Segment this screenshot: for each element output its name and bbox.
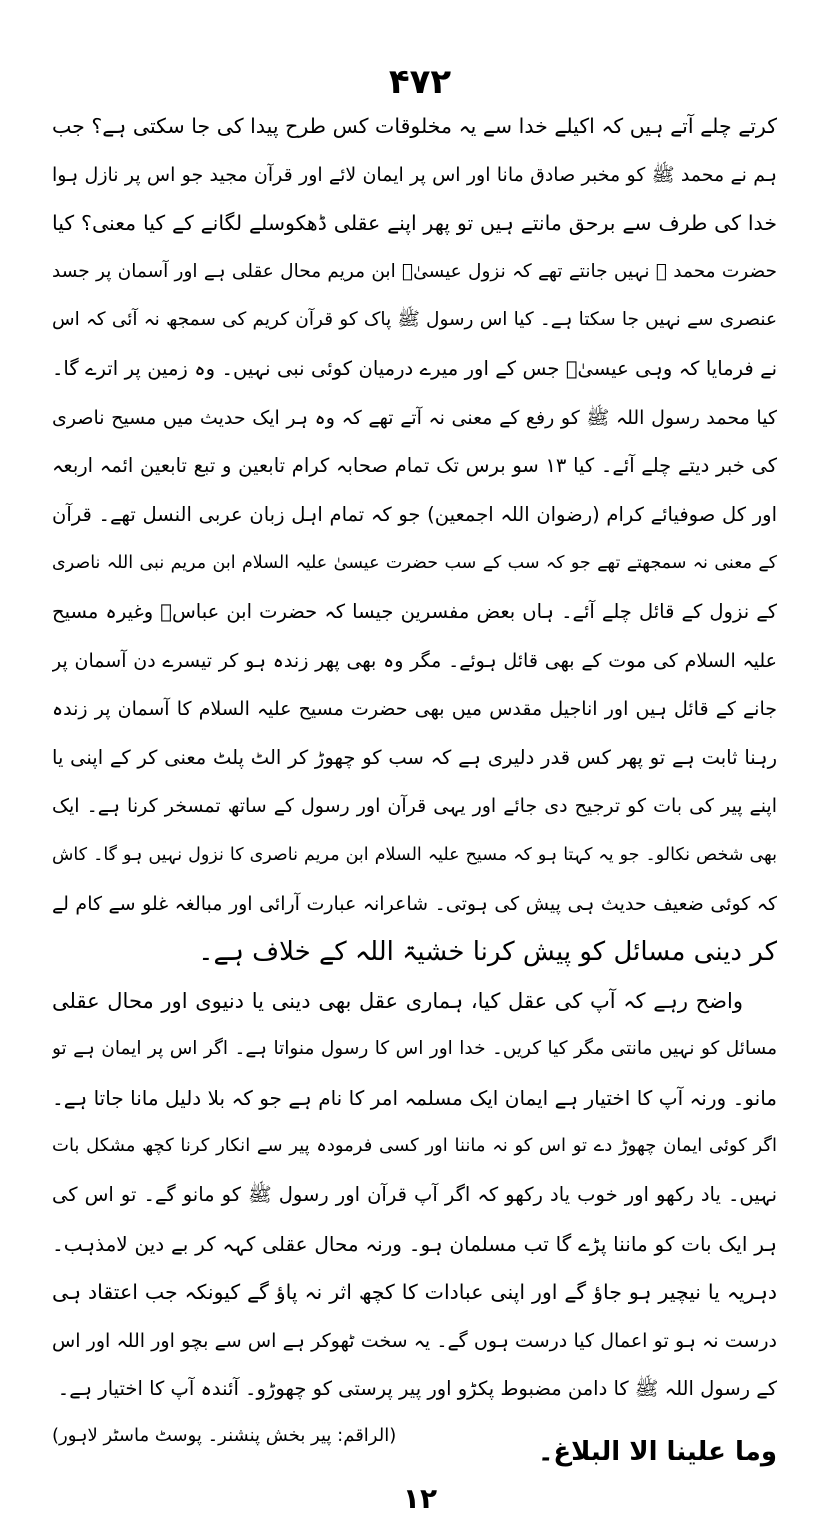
text-line: واضح رہے کہ آپ کی عقل کیا، ہماری عقل بھی دینی یا دنیوی اور محال عقلی [52,988,743,1013]
text-line: علیہ السلام کی موت کے بھی قائل ہوئے۔ مگر وہ بھی پھر زندہ ہو کر تیسرے دن آسمان پر [52,649,777,672]
paragraph [52,102,777,977]
text-line: کی خبر دیتے چلے آئے۔ کیا ۱۳ سو برس تک تمام صحابہ کرام تابعین و تبع تابعین ائمہ اربعہ [52,454,777,478]
author-signature: (الراقم: پیر بخش پنشنر۔ پوسٹ ماسٹر لاہور) [52,1425,397,1446]
text-line: کہ کوئی ضعیف حدیث ہی پیش کی ہوتی۔ شاعرانہ عبارت آرائی اور مبالغہ غلو سے کام لے [52,892,777,915]
text-line: مسائل کو نہیں مانتی مگر کیا کریں۔ خدا اور اس کا رسول منواتا ہے۔ اگر اس پر ایمان ہے تو [52,1038,777,1060]
text-line: ہم نے محمد ﷺ کو مخبر صادق مانا اور اس پر ایمان لائے اور قرآن مجید جو اس پر نازل ہوا [52,163,777,186]
text-line: دہریہ یا نیچیر ہو جاؤ گے اور اپنی عبادات کا کچھ اثر نہ پاؤ گے کیونکہ جب اعتقاد ہی [52,1280,777,1305]
text-line: کر دینی مسائل کو پیش کرنا خشیۃ اللہ کے خلاف ہے۔ [198,937,777,968]
text-line: خدا کی طرف سے برحق مانتے ہیں تو پھر اپنے عقلی ڈھکوسلے لگانے کے کیا معنی؟ کیا [52,211,777,236]
body-text [52,102,777,1414]
text-line: حضرت محمد ﷺ نہیں جانتے تھے کہ نزول عیسیٰؑ ابن مریم محال عقلی ہے اور آسمان پر جسد [52,260,777,282]
text-line: اور کل صوفیائے کرام (رضوان اللہ اجمعین) جو کہ تمام اہل زبان عربی النسل تھے۔ قرآن [52,502,777,526]
text-line: ہر ایک بات کو ماننا پڑے گا تب مسلمان ہو۔ ورنہ محال عقلی کہہ کر بے دین لامذہب۔ [52,1231,777,1256]
text-line: بھی شخص نکالو۔ جو یہ کہتا ہو کہ مسیح علیہ السلام ابن مریم ناصری کا نزول نہیں ہو گا۔ کاش [52,844,777,865]
text-line: کے نزول کے قائل چلے آئے۔ ہاں بعض مفسرین جیسا کہ حضرت ابن عباسؓ وغیرہ مسیح [52,599,777,623]
closing-line [52,1425,777,1476]
text-line: کے رسول اللہ ﷺ کا دامن مضبوط پکڑو اور پیر پرستی کو چھوڑو۔ آئندہ آپ کا اختیار ہے۔ [57,1377,777,1401]
text-line: نہیں۔ یاد رکھو اور خوب یاد رکھو کہ اگر آپ قرآن اور رسول ﷺ کو مانو گے۔ تو اس کی [52,1183,777,1207]
text-line: اگر کوئی ایمان چھوڑ دے تو اس کو نہ ماننا اور کسی فرمودہ پیر سے انکار کرنا کچھ مشکل بات [52,1135,777,1157]
text-line: کرتے چلے آتے ہیں کہ اکیلے خدا سے یہ مخلوقات کس طرح پیدا کی جا سکتی ہے؟ جب [52,114,777,138]
text-line: رہنا ثابت ہے تو پھر کس قدر دلیری ہے کہ سب کو چھوڑ کر الٹ پلٹ معنی کر کے اپنی یا [52,745,777,769]
paragraph [52,977,777,1414]
text-line: نے فرمایا کہ وہی عیسیٰؑ جس کے اور میرے درمیان کوئی نبی نہیں۔ وہ زمین پر اترے گا۔ [52,356,777,380]
text-line: اپنے پیر کی بات کو ترجیح دی جائے اور یہی قرآن اور رسول کے ساتھ تمسخر کرنا ہے۔ ایک [52,795,777,818]
closing-phrase: وما علینا الا البلاغ۔ [538,1437,777,1467]
text-line: درست نہ ہو تو اعمال کیا درست ہوں گے۔ یہ سخت ٹھوکر ہے اس سے بچو اور اللہ اور اس [52,1329,777,1352]
page-number-bottom: ۱۲ [402,1482,438,1515]
text-line: جانے کے قائل ہیں اور اناجیل مقدس میں بھی حضرت مسیح علیہ السلام کا آسمان پر زندہ [52,698,777,721]
text-line: کیا محمد رسول اللہ ﷺ کو رفع کے معنی نہ آتے تھے کہ وہ ہر ایک حدیث میں مسیح ناصری [52,406,777,429]
text-line: عنصری سے نہیں جا سکتا ہے۔ کیا اس رسول ﷺ پاک کو قرآن کریم کی سمجھ نہ آئی کہ اس [52,309,777,331]
text-line: کے معنی نہ سمجھتے تھے جو کہ سب کے سب حضرت عیسیٰ علیہ السلام ابن مریم نبی اللہ ناصری [52,553,777,574]
page-number-top: ۴۷۲ [388,62,452,102]
text-line: مانو۔ ورنہ آپ کا اختیار ہے ایمان ایک مسلمہ امر کا نام ہے جو کہ بلا دلیل مانا جاتا ہے۔ [52,1085,777,1110]
